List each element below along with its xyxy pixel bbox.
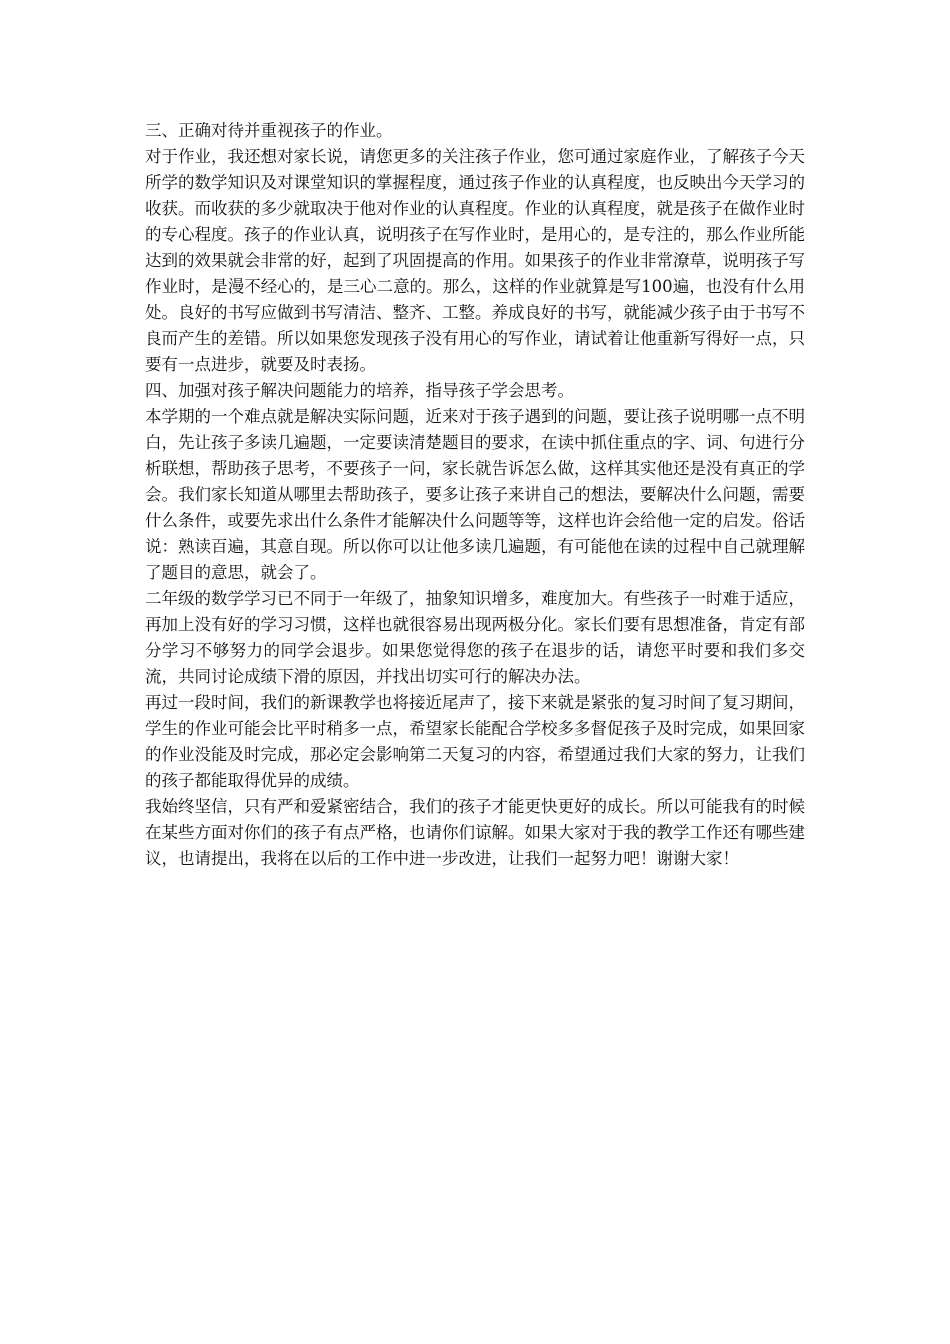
paragraph-review-period: 再过一段时间，我们的新课教学也将接近尾声了，接下来就是紧张的复习时间了复习期间，学生的作业可能会比平时稍多一点，希望家长能配合学校多多督促孩子及时完成，如果回家的作业没能及时完成，那必定会影响第二天复习的内容，希望通过我们大家的努力，让我们的孩子都能取得优异的成绩。 [145, 693, 805, 790]
paragraph-second-grade: 二年级的数学学习已不同于一年级了，抽象知识增多，难度加大。有些孩子一时难于适应，再加上没有好的学习习惯，这样也就很容易出现两极分化。家长们要有思想准备，肯定有部分学习不够努力的同学会退步。如果您觉得您的孩子在退步的话，请您平时要和我们多交流，共同讨论成绩下滑的原因，并找出切实可行的解决办法。 [145, 589, 805, 686]
section-heading-problem-solving: 四、加强对孩子解决问题能力的培养，指导孩子学会思考。 [145, 381, 574, 400]
paragraph-homework: 对于作业，我还想对家长说，请您更多的关注孩子作业，您可通过家庭作业，了解孩子今天所学的数学知识及对课堂知识的掌握程度，通过孩子作业的认真程度，也反映出今天学习的收获。而收获的多少就取决于他对作业的认真程度。作业的认真程度，就是孩子在做作业时的专心程度。孩子的作业认真，说明孩子在写作业时，是用心的，是专注的，那么作业所能达到的效果就会非常的好，起到了巩固提高的作用。如果孩子的作业非常潦草，说明孩子写作业时，是漫不经心的，是三心二意的。那么，这样的作业就算是写100遍，也没有什么用处。良好的书写应做到书写清洁、整齐、工整。养成良好的书写，就能减少孩子由于书写不良而产生的差错。所以如果您发现孩子没有用心的写作业，请试着让他重新写得好一点，只要有一点进步，就要及时表扬。 [145, 147, 805, 374]
section-heading-homework: 三、正确对待并重视孩子的作业。 [145, 121, 393, 140]
paragraph-problem-solving: 本学期的一个难点就是解决实际问题，近来对于孩子遇到的问题，要让孩子说明哪一点不明白，先让孩子多读几遍题，一定要读清楚题目的要求，在读中抓住重点的字、词、句进行分析联想，帮助孩子思考，不要孩子一问，家长就告诉怎么做，这样其实他还是没有真正的学会。我们家长知道从哪里去帮助孩子，要多让孩子来讲自己的想法，要解决什么问题，需要什么条件，或要先求出什么条件才能解决什么问题等等，这样也许会给他一定的启发。俗话说：熟读百遍，其意自现。所以你可以让他多读几遍题，有可能他在读的过程中自己就理解了题目的意思，就会了。 [145, 407, 805, 582]
document-body [145, 118, 805, 872]
paragraph-closing: 我始终坚信，只有严和爱紧密结合，我们的孩子才能更快更好的成长。所以可能我有的时候在某些方面对你们的孩子有点严格，也请你们谅解。如果大家对于我的教学工作还有哪些建议，也请提出，我将在以后的工作中进一步改进，让我们一起努力吧！谢谢大家！ [145, 797, 805, 868]
